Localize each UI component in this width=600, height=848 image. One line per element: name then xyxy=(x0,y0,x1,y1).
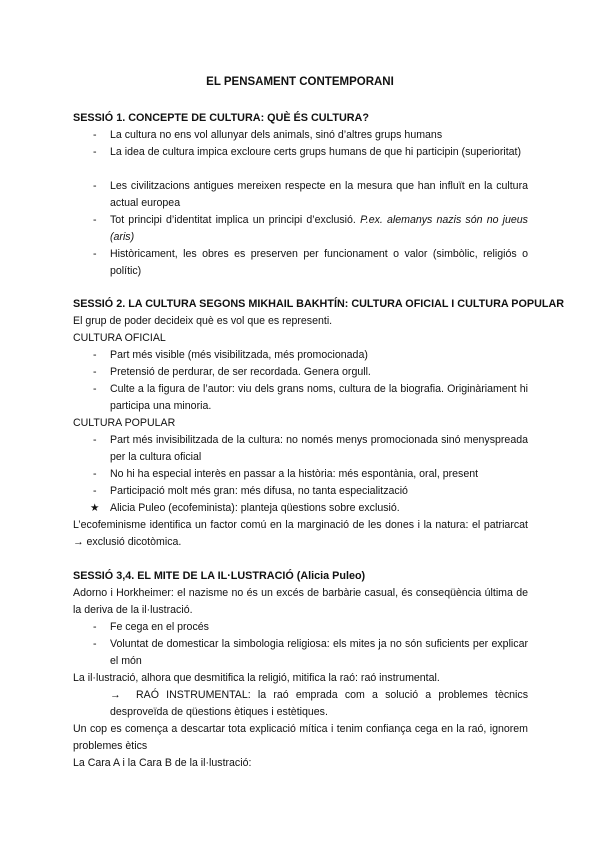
star-icon: ★ xyxy=(90,502,100,514)
list-item-example: P.ex. alemanys nazis són no jueus (aris) xyxy=(110,214,528,244)
bullet-dash: - xyxy=(93,129,97,141)
list-item: Culte a la figura de l’autor: viu dels grans noms, cultura de la biografia. Originàriament hi participa una minoria. xyxy=(110,383,528,413)
list-item: La idea de cultura impica excloure certs grups humans de que hi participin (superioritat) xyxy=(110,146,522,158)
bullet-dash: - xyxy=(93,638,97,650)
list-item: Voluntat de domesticar la simbologia religiosa: els mites ja no són suficients per explicar el món xyxy=(110,638,528,668)
list-item: Alicia Puleo (ecofeminista): planteja qüestions sobre exclusió. xyxy=(110,502,400,514)
instrumental-reason-text: RAÓ INSTRUMENTAL: la raó emprada com a solució a problemes tècnics desproveïda de qüestions ètiques i estètiques. xyxy=(110,689,528,719)
session-2-heading: SESSIÓ 2. LA CULTURA SEGONS MIKHAIL BAKHTÍN: CULTURA OFICIAL I CULTURA POPULAR xyxy=(73,298,565,310)
bullet-dash: - xyxy=(93,366,97,378)
bullet-dash: - xyxy=(93,180,97,192)
bullet-dash: - xyxy=(93,248,97,260)
bullet-dash: - xyxy=(93,214,97,226)
bullet-dash: - xyxy=(93,468,97,480)
session-3-heading: SESSIÓ 3,4. EL MITE DE LA IL·LUSTRACIÓ (Alicia Puleo) xyxy=(73,570,366,582)
session-2-intro: El grup de poder decideix què es vol que es representi. xyxy=(73,315,333,327)
cultura-popular-label: CULTURA POPULAR xyxy=(73,417,176,429)
ecofeminism-paragraph: L’ecofeminisme identifica un factor comú en la marginació de les dones i la natura: el patriarcat → exclusió dicotòmica. xyxy=(73,519,528,549)
session-3-intro: Adorno i Horkheimer: el nazisme no és un excés de barbàrie casual, és conseqüència última de la deriva de la il·lustració. xyxy=(73,587,528,617)
arrow-icon: → xyxy=(110,689,121,701)
list-item: Participació molt més gran: més difusa, no tanta especialització xyxy=(110,485,408,497)
list-item-text: Tot principi d’identitat implica un principi d’exclusió. xyxy=(110,214,356,226)
list-item: Part més invisibilitzada de la cultura: no només menys promocionada sinó menyspreada per la cultura oficial xyxy=(110,434,528,464)
cara-a-b-paragraph: La Cara A i la Cara B de la il·lustració: xyxy=(73,757,252,769)
list-item: Part més visible (més visibilitzada, més promocionada) xyxy=(110,349,368,361)
list-item: Pretensió de perdurar, de ser recordada. Genera orgull. xyxy=(110,366,371,378)
list-item xyxy=(110,212,528,246)
bullet-dash: - xyxy=(93,485,97,497)
list-item: La cultura no ens vol allunyar dels animals, sinó d’altres grups humans xyxy=(110,129,443,141)
list-item: No hi ha especial interès en passar a la història: més espontània, oral, present xyxy=(110,468,479,480)
bullet-dash: - xyxy=(93,434,97,446)
bullet-dash: - xyxy=(93,349,97,361)
bullet-dash: - xyxy=(93,146,97,158)
list-item: Les civilitzacions antigues mereixen respecte en la mesura que han influït en la cultura actual europea xyxy=(110,180,528,210)
bullet-dash: - xyxy=(93,383,97,395)
session-1-heading: SESSIÓ 1. CONCEPTE DE CULTURA: QUÈ ÉS CULTURA? xyxy=(73,112,369,124)
document-title: EL PENSAMENT CONTEMPORANI xyxy=(206,76,394,88)
ethics-paragraph: Un cop es comença a descartar tota explicació mítica i tenim confiança cega en la raó, ignorem problemes ètics xyxy=(73,723,528,753)
list-item: Fe cega en el procés xyxy=(110,621,209,633)
cultura-oficial-label: CULTURA OFICIAL xyxy=(73,332,166,344)
bullet-dash: - xyxy=(93,621,97,633)
illustration-paragraph: La il·lustració, alhora que desmitifica la religió, mitifica la raó: raó instrumental. xyxy=(73,672,440,684)
instrumental-reason-note xyxy=(110,687,528,721)
list-item: Històricament, les obres es preserven per funcionament o valor (simbòlic, religiós o polític) xyxy=(110,248,528,278)
